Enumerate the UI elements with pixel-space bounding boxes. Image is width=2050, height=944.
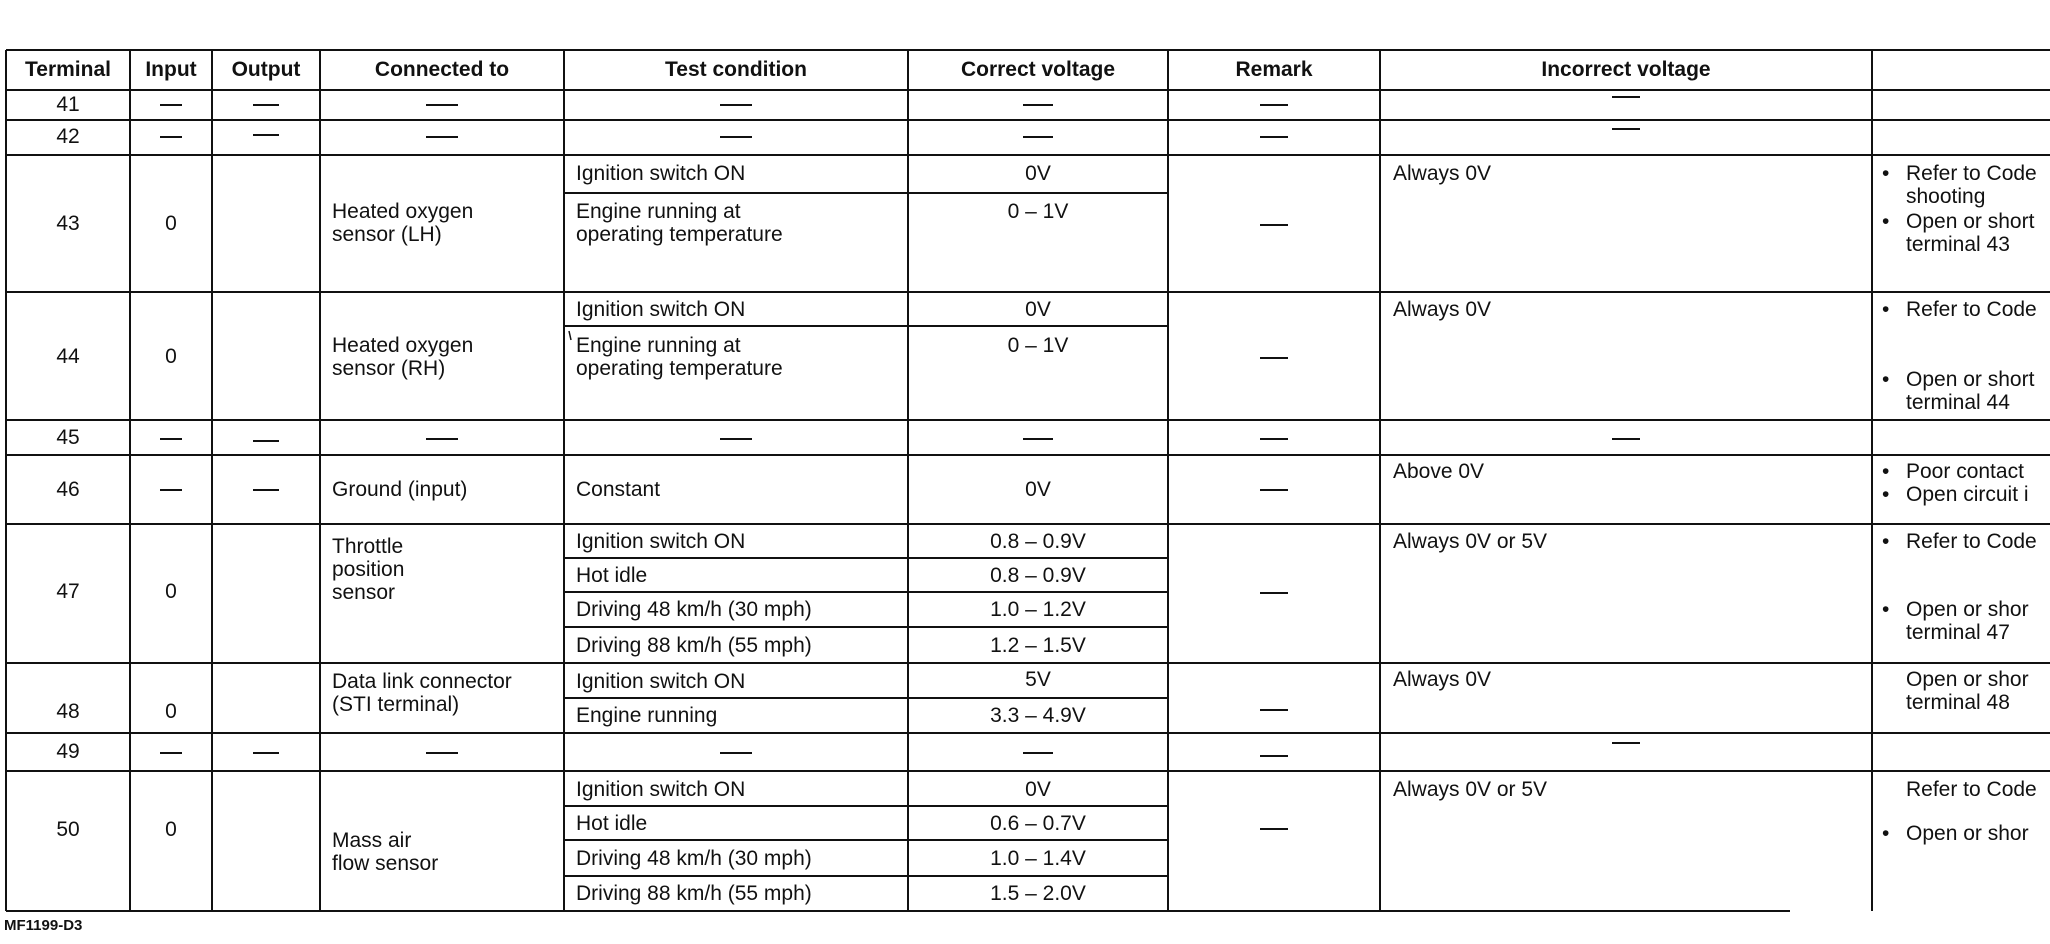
dash-mark bbox=[253, 104, 279, 106]
terminal-number: 43 bbox=[56, 212, 80, 235]
dash-mark bbox=[1023, 104, 1053, 106]
dash-mark bbox=[160, 104, 182, 106]
header-input: Input bbox=[145, 58, 197, 81]
dash-mark bbox=[160, 752, 182, 754]
header-correct-voltage: Correct voltage bbox=[960, 58, 1116, 81]
header-incorrect-voltage: Incorrect voltage bbox=[1541, 58, 1711, 81]
terminal-number: 45 bbox=[56, 426, 80, 449]
dash-mark bbox=[1260, 438, 1288, 440]
cause-text: Poor contact bbox=[1906, 460, 2024, 483]
input-value: 0 bbox=[165, 700, 177, 723]
test-condition: Engine running at bbox=[576, 334, 741, 357]
header-connected-to: Connected to bbox=[374, 58, 510, 81]
terminal-number: 41 bbox=[56, 93, 80, 116]
dash-mark bbox=[426, 104, 458, 106]
connected-to-line: Data link connector bbox=[332, 670, 512, 693]
incorrect-voltage: Above 0V bbox=[1393, 460, 1485, 483]
correct-voltage: 0 – 1V bbox=[1007, 334, 1069, 357]
figure-code: MF1199-D3 bbox=[4, 917, 83, 934]
dash-mark bbox=[160, 438, 182, 440]
correct-voltage: 0V bbox=[1025, 778, 1051, 801]
cause-text: Open or shor bbox=[1906, 822, 2029, 845]
connected-to-line: Heated oxygen bbox=[332, 200, 474, 223]
bullet: • bbox=[1882, 483, 1890, 506]
bullet: • bbox=[1882, 162, 1890, 185]
dash-mark bbox=[1260, 592, 1288, 594]
cause-text: Refer to Code bbox=[1906, 298, 2037, 321]
test-condition: Driving 88 km/h (55 mph) bbox=[576, 634, 812, 657]
test-condition: Ignition switch ON bbox=[576, 778, 746, 801]
bullet: • bbox=[1882, 368, 1890, 391]
test-condition: Ignition switch ON bbox=[576, 530, 746, 553]
header-test-condition: Test condition bbox=[665, 58, 807, 81]
correct-voltage: 0.8 – 0.9V bbox=[990, 564, 1086, 587]
dash-mark bbox=[426, 752, 458, 754]
correct-voltage: 0V bbox=[1025, 298, 1051, 321]
bullet: • bbox=[1882, 530, 1890, 553]
connected-to-line: (STI terminal) bbox=[332, 693, 460, 716]
dash-mark bbox=[1260, 104, 1288, 106]
dash-mark bbox=[1260, 489, 1288, 491]
connected-to-line: sensor bbox=[332, 581, 396, 604]
cause-text: terminal 43 bbox=[1906, 233, 2010, 256]
input-value: 0 bbox=[165, 818, 177, 841]
cause-text: Open or shor bbox=[1906, 668, 2029, 691]
incorrect-voltage: Always 0V bbox=[1393, 298, 1492, 321]
input-value: 0 bbox=[165, 580, 177, 603]
terminal-number: 49 bbox=[56, 740, 80, 763]
incorrect-voltage: Always 0V or 5V bbox=[1393, 778, 1548, 801]
cause-text: Refer to Code bbox=[1906, 530, 2037, 553]
connected-to-line: Ground (input) bbox=[332, 478, 468, 501]
dash-mark bbox=[1260, 755, 1288, 757]
header-output: Output bbox=[231, 58, 301, 81]
bullet: • bbox=[1882, 598, 1890, 621]
input-value: 0 bbox=[165, 212, 177, 235]
cause-text: Open or short bbox=[1906, 210, 2035, 233]
connected-to-line: Throttle bbox=[332, 535, 404, 558]
input-value: 0 bbox=[165, 345, 177, 368]
dash-mark bbox=[720, 438, 752, 440]
correct-voltage: 0 – 1V bbox=[1007, 200, 1069, 223]
dash-mark bbox=[720, 136, 752, 138]
dash-mark bbox=[1260, 357, 1288, 359]
incorrect-voltage: Always 0V or 5V bbox=[1393, 530, 1548, 553]
test-condition: Hot idle bbox=[576, 564, 648, 587]
cause-text: terminal 47 bbox=[1906, 621, 2010, 644]
correct-voltage: 1.2 – 1.5V bbox=[990, 634, 1086, 657]
correct-voltage: 1.0 – 1.2V bbox=[990, 598, 1086, 621]
test-condition: Driving 48 km/h (30 mph) bbox=[576, 847, 812, 870]
dash-mark bbox=[1260, 136, 1288, 138]
dash-mark bbox=[1612, 742, 1640, 744]
header-terminal: Terminal bbox=[25, 58, 111, 81]
test-condition: Ignition switch ON bbox=[576, 162, 746, 185]
dash-mark bbox=[720, 104, 752, 106]
test-condition: operating temperature bbox=[576, 357, 783, 380]
dash-mark bbox=[426, 136, 458, 138]
cause-text: Open circuit i bbox=[1906, 483, 2029, 506]
terminal-number: 50 bbox=[56, 818, 80, 841]
test-condition: Driving 48 km/h (30 mph) bbox=[576, 598, 812, 621]
test-condition: Ignition switch ON bbox=[576, 298, 746, 321]
dash-mark bbox=[426, 438, 458, 440]
connected-to-line: flow sensor bbox=[332, 852, 439, 875]
dash-mark bbox=[720, 752, 752, 754]
correct-voltage: 0.8 – 0.9V bbox=[990, 530, 1086, 553]
dash-mark bbox=[253, 134, 279, 136]
test-condition: operating temperature bbox=[576, 223, 783, 246]
correct-voltage: 1.5 – 2.0V bbox=[990, 882, 1086, 905]
cause-text: Refer to Code bbox=[1906, 162, 2037, 185]
test-condition: Engine running bbox=[576, 704, 718, 727]
connected-to-line: sensor (LH) bbox=[332, 223, 442, 246]
bullet: • bbox=[1882, 460, 1890, 483]
cause-text: shooting bbox=[1906, 185, 1986, 208]
cause-text: terminal 44 bbox=[1906, 391, 2010, 414]
cause-text: terminal 48 bbox=[1906, 691, 2010, 714]
dash-mark bbox=[1023, 438, 1053, 440]
connected-to-line: sensor (RH) bbox=[332, 357, 446, 380]
dash-mark bbox=[160, 136, 182, 138]
correct-voltage: 0V bbox=[1025, 478, 1051, 501]
test-condition: Ignition switch ON bbox=[576, 670, 746, 693]
bullet: • bbox=[1882, 298, 1890, 321]
test-condition: Constant bbox=[576, 478, 661, 501]
terminal-number: 42 bbox=[56, 125, 80, 148]
dash-mark bbox=[1612, 96, 1640, 98]
correct-voltage: 3.3 – 4.9V bbox=[990, 704, 1086, 727]
connected-to-line: Heated oxygen bbox=[332, 334, 474, 357]
dash-mark bbox=[1260, 709, 1288, 711]
cause-text: Open or short bbox=[1906, 368, 2035, 391]
dash-mark bbox=[1260, 828, 1288, 830]
dash-mark bbox=[253, 752, 279, 754]
cause-text: Refer to Code bbox=[1906, 778, 2037, 801]
bullet: • bbox=[1882, 210, 1890, 233]
correct-voltage: 0V bbox=[1025, 162, 1051, 185]
dash-mark bbox=[1023, 752, 1053, 754]
dash-mark bbox=[1023, 136, 1053, 138]
terminal-number: 44 bbox=[56, 345, 80, 368]
dash-mark bbox=[1612, 128, 1640, 130]
dash-mark bbox=[1612, 438, 1640, 440]
terminal-number: 47 bbox=[56, 580, 80, 603]
bullet: • bbox=[1882, 822, 1890, 845]
correct-voltage: 0.6 – 0.7V bbox=[990, 812, 1086, 835]
cause-text: Open or shor bbox=[1906, 598, 2029, 621]
correct-voltage: 5V bbox=[1025, 668, 1051, 691]
terminal-number: 46 bbox=[56, 478, 80, 501]
terminal-number: 48 bbox=[56, 700, 80, 723]
header-remark: Remark bbox=[1235, 58, 1313, 81]
dash-mark bbox=[253, 440, 279, 442]
correct-voltage: 1.0 – 1.4V bbox=[990, 847, 1086, 870]
dash-mark bbox=[1260, 224, 1288, 226]
dash-mark bbox=[253, 489, 279, 491]
test-condition: Engine running at bbox=[576, 200, 741, 223]
connected-to-line: Mass air bbox=[332, 829, 412, 852]
incorrect-voltage: Always 0V bbox=[1393, 668, 1492, 691]
test-condition: Driving 88 km/h (55 mph) bbox=[576, 882, 812, 905]
test-condition: Hot idle bbox=[576, 812, 648, 835]
incorrect-voltage: Always 0V bbox=[1393, 162, 1492, 185]
connected-to-line: position bbox=[332, 558, 405, 581]
dash-mark bbox=[160, 489, 182, 491]
